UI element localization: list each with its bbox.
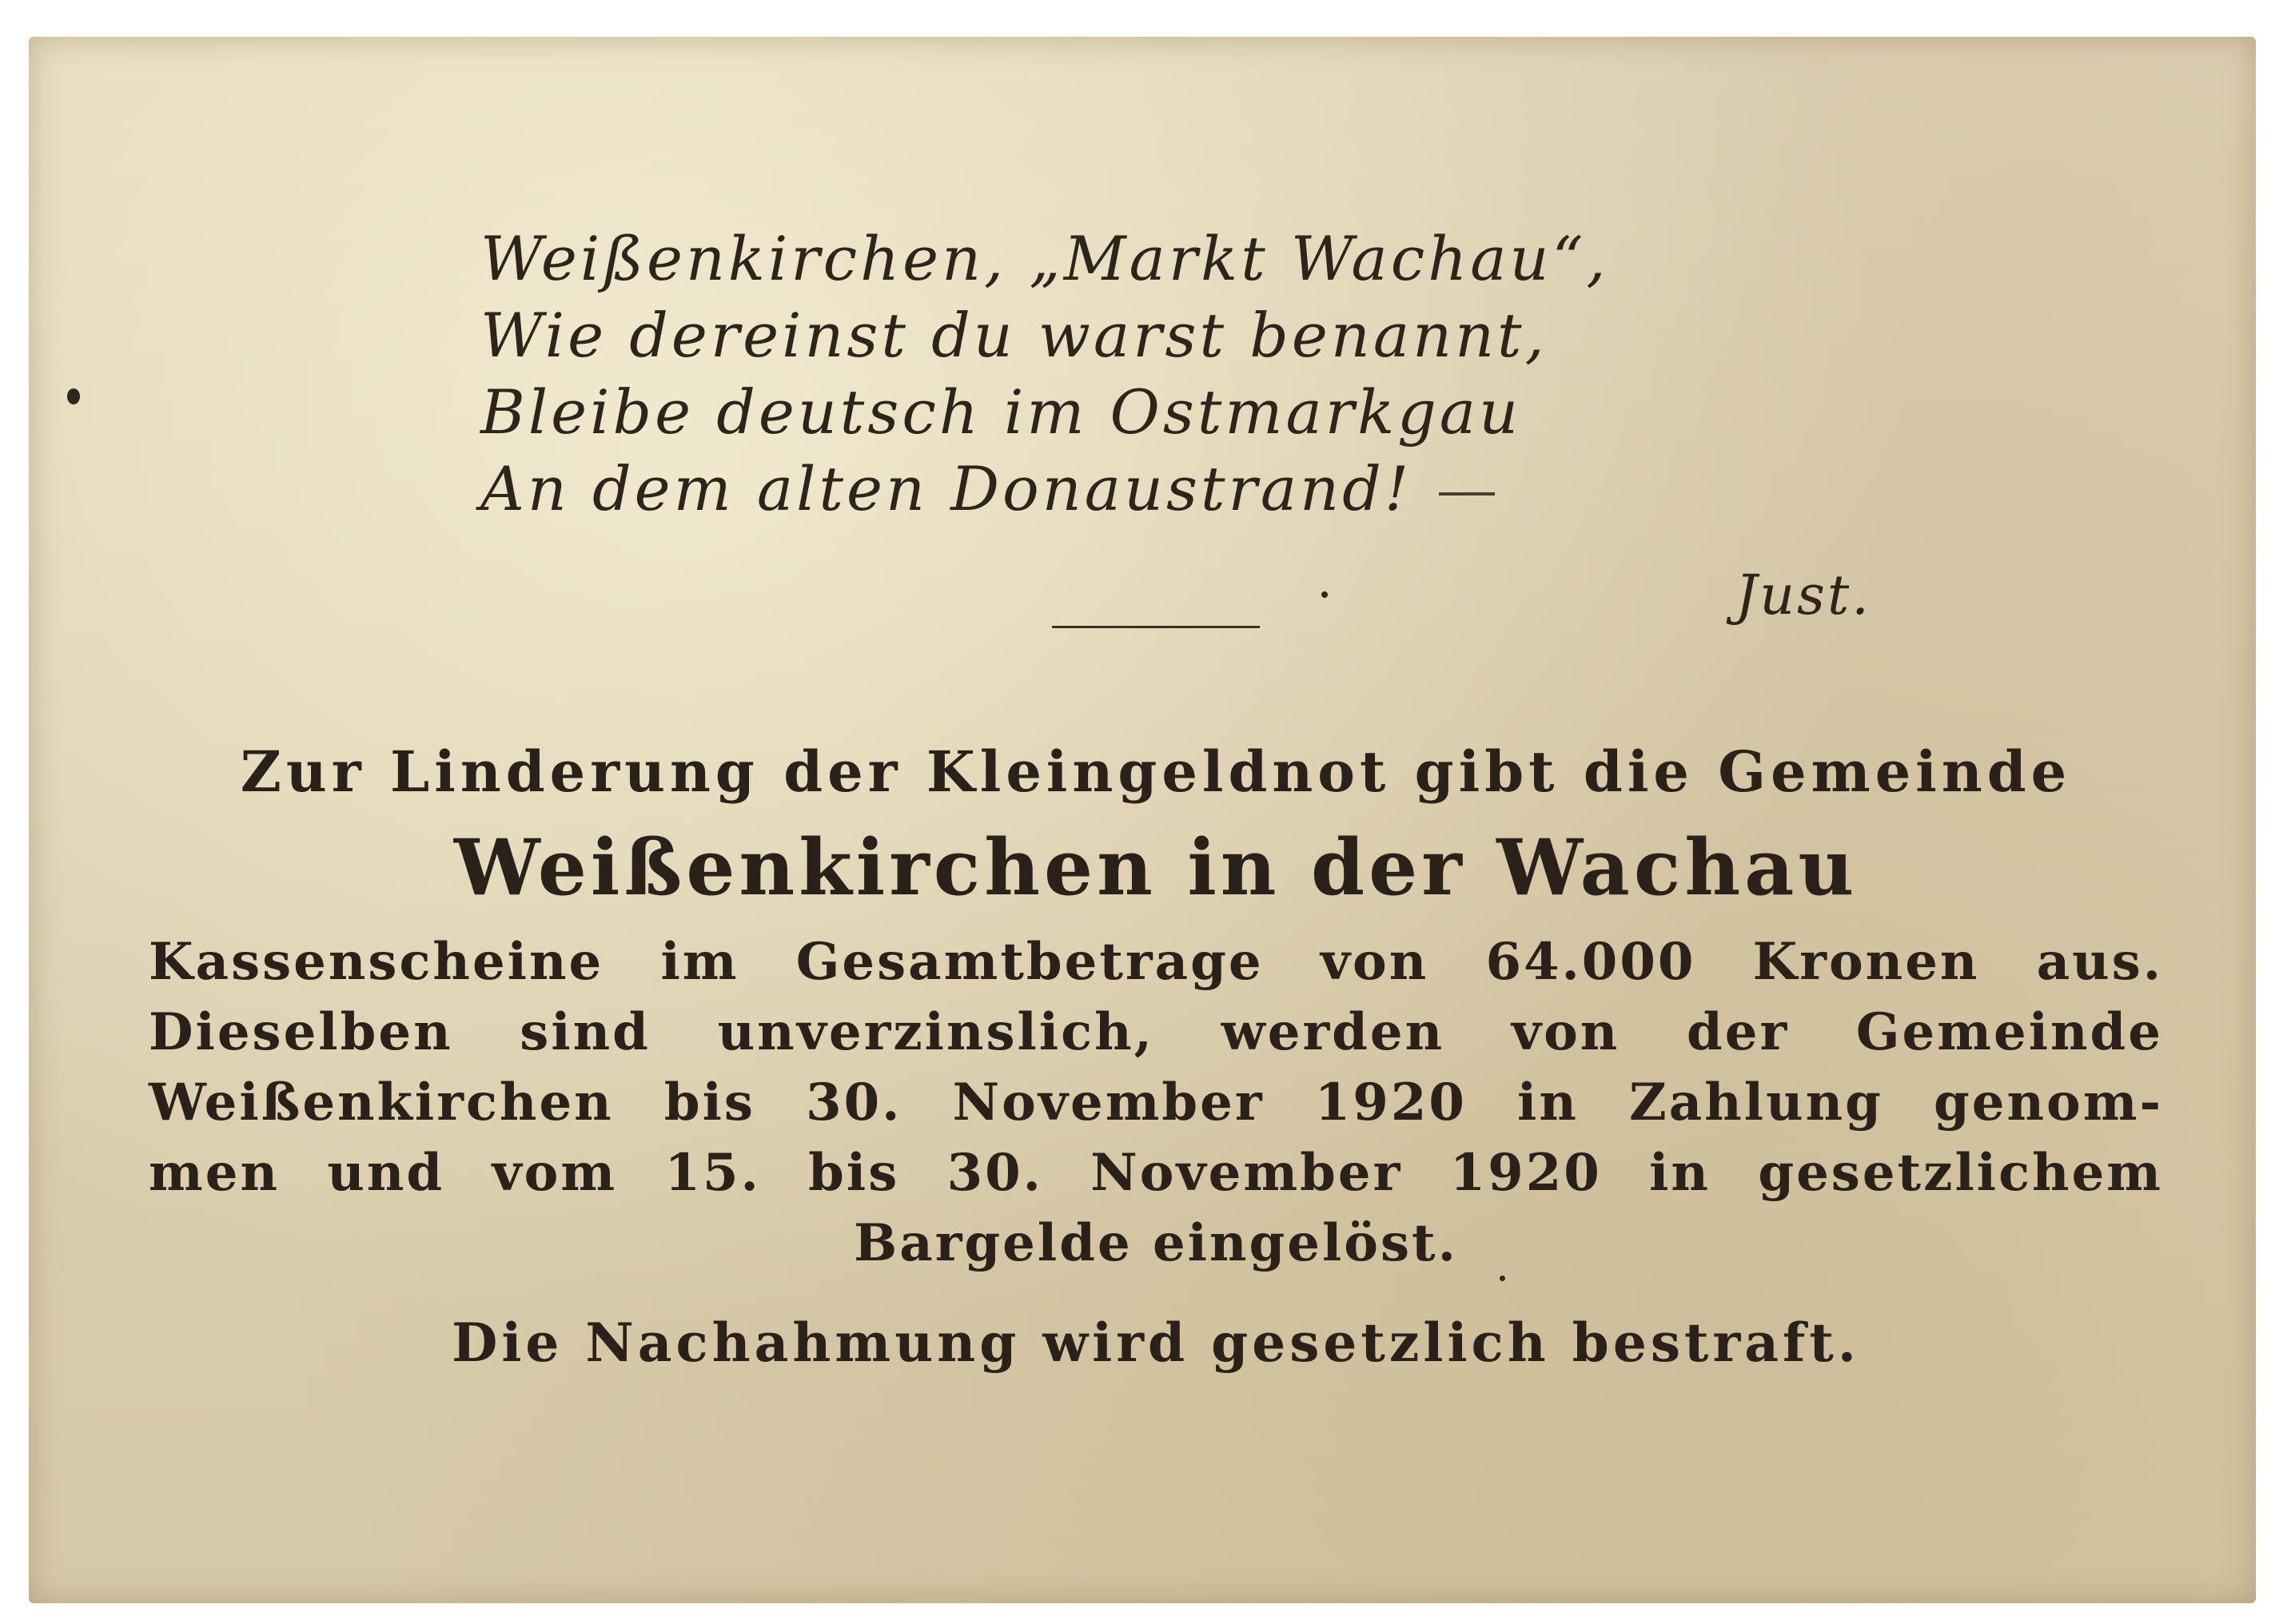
poem-line-1: Weißenkirchen, „Markt Wachau“, (480, 223, 1609, 294)
section-divider (1052, 626, 1260, 628)
poem-line-4: An dem alten Donaustrand! (480, 451, 1679, 527)
notice-body-line-5: Bargelde eingelöst. (854, 1213, 1458, 1273)
notice-body-line-2: Dieselben sind unverzinslich, werden von der Gemeinde (149, 1002, 2163, 1062)
banknote-reverse (29, 37, 2256, 1603)
poem-line-3: Bleibe deutsch im Ostmarkgau (480, 376, 1522, 448)
poem-author: Just. (1735, 564, 1871, 627)
ink-speck (67, 388, 80, 404)
poem-line-2: Wie dereinst du warst benannt, (480, 300, 1548, 371)
counterfeit-warning: Die Nachahmung wird gesetzlich bestraft. (452, 1312, 1860, 1374)
notice-text (149, 732, 2163, 1383)
notice-body-line-3: Weißenkirchen bis 30. November 1920 in Zahlung genom- (149, 1073, 2163, 1132)
notice-intro: Zur Linderung der Kleingeldnot gibt die Gemeinde (240, 738, 2072, 805)
poem (480, 221, 1679, 527)
notice-body-line-4: men und vom 15. bis 30. November 1920 in gesetzlichem (149, 1143, 2163, 1203)
notice-headline: Weißenkirchen in der Wachau (453, 822, 1859, 913)
ink-speck (1321, 591, 1328, 598)
notice-body-line-1: Kassenscheine im Gesamtbetrage von 64.000 Kronen aus. (149, 932, 2163, 992)
